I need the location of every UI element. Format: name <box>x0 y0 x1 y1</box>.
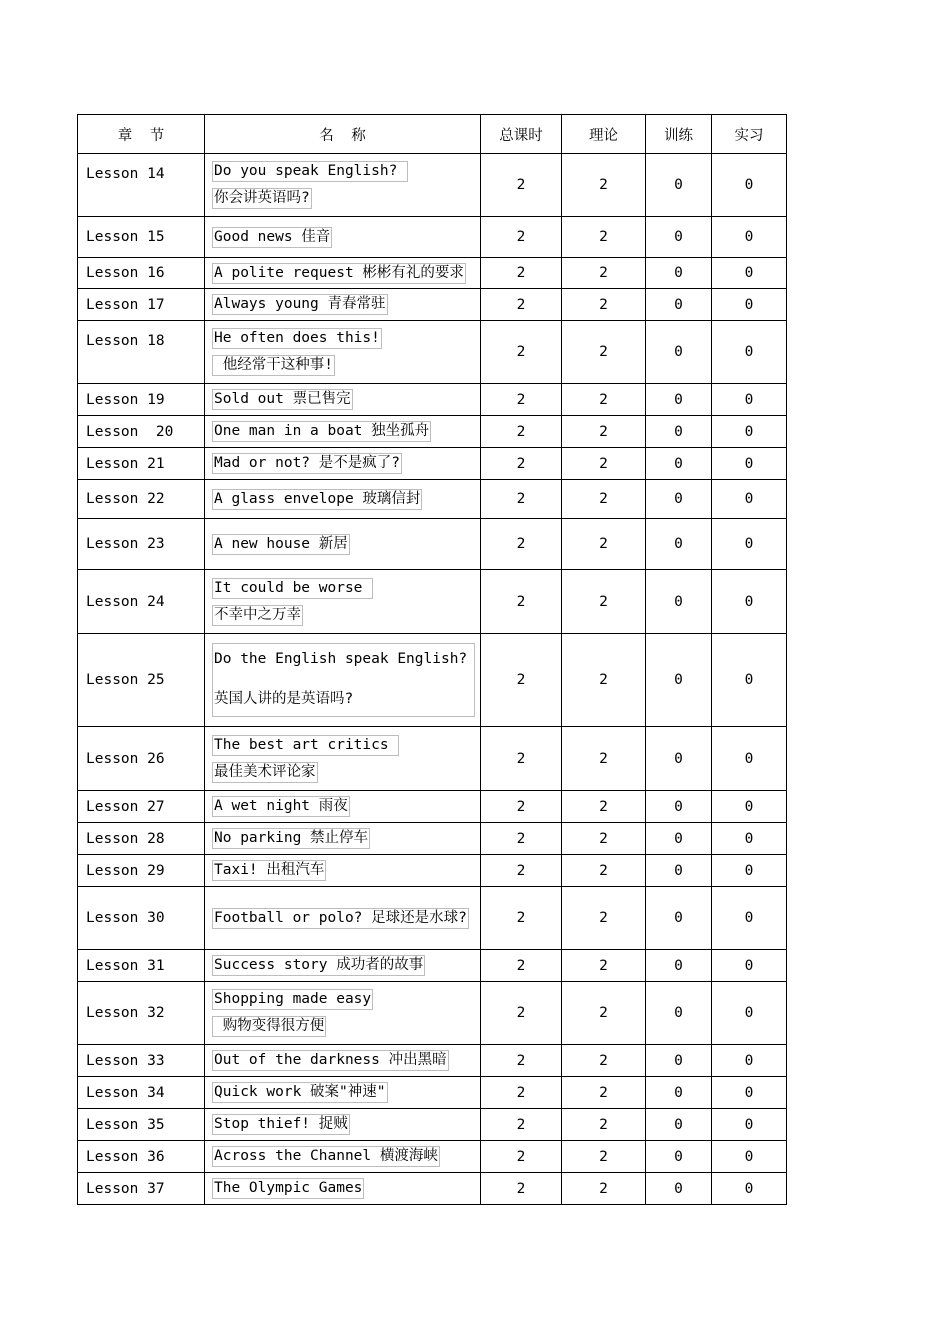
training-cell: 0 <box>646 1141 712 1173</box>
lesson-cell: Lesson 16 <box>78 258 205 289</box>
header-total-hours: 总课时 <box>481 115 562 154</box>
total-cell: 2 <box>481 634 562 727</box>
training-cell: 0 <box>646 384 712 416</box>
theory-cell: 2 <box>562 519 646 570</box>
title-line: Across the Channel 横渡海峡 <box>212 1146 440 1167</box>
title-cell <box>205 823 481 855</box>
lesson-cell: Lesson 24 <box>78 570 205 634</box>
theory-cell: 2 <box>562 887 646 950</box>
total-cell: 2 <box>481 416 562 448</box>
title-line: It could be worse <box>212 578 373 599</box>
total-cell: 2 <box>481 258 562 289</box>
lesson-cell: Lesson 31 <box>78 950 205 982</box>
total-cell: 2 <box>481 570 562 634</box>
title-cell <box>205 1141 481 1173</box>
table-row <box>78 791 787 823</box>
title-cell <box>205 519 481 570</box>
total-cell: 2 <box>481 1109 562 1141</box>
practice-cell: 0 <box>712 321 787 384</box>
table-row <box>78 1109 787 1141</box>
title-cell <box>205 448 481 480</box>
table-row <box>78 519 787 570</box>
theory-cell: 2 <box>562 416 646 448</box>
training-cell: 0 <box>646 1173 712 1205</box>
practice-cell: 0 <box>712 1077 787 1109</box>
theory-cell: 2 <box>562 855 646 887</box>
title-line: 最佳美术评论家 <box>212 762 318 783</box>
title-cell <box>205 855 481 887</box>
table-row <box>78 416 787 448</box>
practice-cell: 0 <box>712 384 787 416</box>
table-row <box>78 823 787 855</box>
title-line: Good news 佳音 <box>212 227 332 248</box>
practice-cell: 0 <box>712 258 787 289</box>
header-name: 名 称 <box>205 115 481 154</box>
title-line: Sold out 票已售完 <box>212 389 353 410</box>
title-line: 购物变得很方便 <box>212 1016 326 1037</box>
theory-cell: 2 <box>562 727 646 791</box>
theory-cell: 2 <box>562 982 646 1045</box>
practice-cell: 0 <box>712 519 787 570</box>
lesson-cell: Lesson 35 <box>78 1109 205 1141</box>
total-cell: 2 <box>481 1141 562 1173</box>
title-line: A new house 新居 <box>212 534 350 555</box>
training-cell: 0 <box>646 480 712 519</box>
theory-cell: 2 <box>562 791 646 823</box>
total-cell: 2 <box>481 448 562 480</box>
title-line: Taxi! 出租汽车 <box>212 860 326 881</box>
lesson-cell: Lesson 32 <box>78 982 205 1045</box>
table-row <box>78 950 787 982</box>
training-cell: 0 <box>646 855 712 887</box>
lesson-cell: Lesson 22 <box>78 480 205 519</box>
title-cell <box>205 480 481 519</box>
theory-cell: 2 <box>562 384 646 416</box>
title-line: A glass envelope 玻璃信封 <box>212 489 422 510</box>
theory-cell: 2 <box>562 154 646 217</box>
training-cell: 0 <box>646 634 712 727</box>
title-cell <box>205 289 481 321</box>
lesson-cell: Lesson 28 <box>78 823 205 855</box>
lesson-cell: Lesson 19 <box>78 384 205 416</box>
table-row <box>78 1141 787 1173</box>
total-cell: 2 <box>481 887 562 950</box>
title-line: 不幸中之万幸 <box>212 605 303 626</box>
title-line: The Olympic Games <box>212 1178 364 1199</box>
title-cell <box>205 982 481 1045</box>
lesson-cell: Lesson 21 <box>78 448 205 480</box>
practice-cell: 0 <box>712 416 787 448</box>
practice-cell: 0 <box>712 887 787 950</box>
practice-cell: 0 <box>712 823 787 855</box>
title-cell <box>205 570 481 634</box>
title-line: Stop thief! 捉贼 <box>212 1114 350 1135</box>
header-chapter: 章 节 <box>78 115 205 154</box>
table-row <box>78 634 787 727</box>
theory-cell: 2 <box>562 1141 646 1173</box>
training-cell: 0 <box>646 289 712 321</box>
total-cell: 2 <box>481 154 562 217</box>
title-line: 英国人讲的是英语吗? <box>214 691 354 707</box>
table-body <box>78 154 787 1205</box>
table-row <box>78 321 787 384</box>
theory-cell: 2 <box>562 480 646 519</box>
title-line: Always young 青春常驻 <box>212 294 388 315</box>
total-cell: 2 <box>481 1173 562 1205</box>
theory-cell: 2 <box>562 448 646 480</box>
lesson-cell: Lesson 34 <box>78 1077 205 1109</box>
theory-cell: 2 <box>562 570 646 634</box>
title-cell <box>205 1045 481 1077</box>
title-cell <box>205 321 481 384</box>
table-row <box>78 448 787 480</box>
total-cell: 2 <box>481 791 562 823</box>
title-line: A wet night 雨夜 <box>212 796 350 817</box>
total-cell: 2 <box>481 480 562 519</box>
table-row <box>78 887 787 950</box>
training-cell: 0 <box>646 258 712 289</box>
table-row <box>78 384 787 416</box>
total-cell: 2 <box>481 950 562 982</box>
table-row <box>78 1173 787 1205</box>
training-cell: 0 <box>646 570 712 634</box>
title-cell <box>205 887 481 950</box>
lesson-cell: Lesson 26 <box>78 727 205 791</box>
title-cell <box>205 634 481 727</box>
practice-cell: 0 <box>712 1109 787 1141</box>
training-cell: 0 <box>646 791 712 823</box>
title-line: Success story 成功者的故事 <box>212 955 425 976</box>
training-cell: 0 <box>646 950 712 982</box>
title-line: 你会讲英语吗? <box>212 188 312 209</box>
lesson-cell: Lesson 29 <box>78 855 205 887</box>
table-row <box>78 480 787 519</box>
title-line: Football or polo? 足球还是水球? <box>212 908 469 929</box>
table-row <box>78 1077 787 1109</box>
total-cell: 2 <box>481 217 562 258</box>
total-cell: 2 <box>481 289 562 321</box>
title-box <box>212 643 475 717</box>
title-line: Out of the darkness 冲出黑暗 <box>212 1050 449 1071</box>
title-cell <box>205 1173 481 1205</box>
training-cell: 0 <box>646 1077 712 1109</box>
total-cell: 2 <box>481 519 562 570</box>
practice-cell: 0 <box>712 448 787 480</box>
title-line: Mad or not? 是不是疯了? <box>212 453 402 474</box>
title-cell <box>205 727 481 791</box>
title-line: He often does this! <box>212 328 382 349</box>
table-row <box>78 217 787 258</box>
lesson-cell: Lesson 18 <box>78 321 205 384</box>
practice-cell: 0 <box>712 1173 787 1205</box>
title-cell <box>205 1077 481 1109</box>
title-line: A polite request 彬彬有礼的要求 <box>212 263 466 284</box>
table-row <box>78 289 787 321</box>
title-line: The best art critics <box>212 735 399 756</box>
training-cell: 0 <box>646 519 712 570</box>
practice-cell: 0 <box>712 217 787 258</box>
table-row <box>78 154 787 217</box>
practice-cell: 0 <box>712 855 787 887</box>
practice-cell: 0 <box>712 791 787 823</box>
theory-cell: 2 <box>562 1109 646 1141</box>
practice-cell: 0 <box>712 634 787 727</box>
training-cell: 0 <box>646 1045 712 1077</box>
total-cell: 2 <box>481 384 562 416</box>
practice-cell: 0 <box>712 1045 787 1077</box>
table-row <box>78 855 787 887</box>
theory-cell: 2 <box>562 217 646 258</box>
theory-cell: 2 <box>562 289 646 321</box>
title-cell <box>205 217 481 258</box>
training-cell: 0 <box>646 217 712 258</box>
lesson-cell: Lesson 37 <box>78 1173 205 1205</box>
practice-cell: 0 <box>712 1141 787 1173</box>
total-cell: 2 <box>481 855 562 887</box>
title-cell <box>205 950 481 982</box>
practice-cell: 0 <box>712 982 787 1045</box>
practice-cell: 0 <box>712 950 787 982</box>
title-line: No parking 禁止停车 <box>212 828 370 849</box>
title-cell <box>205 154 481 217</box>
total-cell: 2 <box>481 1077 562 1109</box>
training-cell: 0 <box>646 982 712 1045</box>
title-cell <box>205 416 481 448</box>
header-training: 训练 <box>646 115 712 154</box>
table-row <box>78 727 787 791</box>
practice-cell: 0 <box>712 154 787 217</box>
title-cell <box>205 791 481 823</box>
practice-cell: 0 <box>712 570 787 634</box>
header-practice: 实习 <box>712 115 787 154</box>
total-cell: 2 <box>481 823 562 855</box>
lesson-cell: Lesson 36 <box>78 1141 205 1173</box>
lesson-cell: Lesson 25 <box>78 634 205 727</box>
title-cell <box>205 1109 481 1141</box>
training-cell: 0 <box>646 887 712 950</box>
training-cell: 0 <box>646 823 712 855</box>
practice-cell: 0 <box>712 727 787 791</box>
theory-cell: 2 <box>562 321 646 384</box>
lesson-cell: Lesson 17 <box>78 289 205 321</box>
training-cell: 0 <box>646 321 712 384</box>
table-row <box>78 258 787 289</box>
theory-cell: 2 <box>562 1077 646 1109</box>
lesson-cell: Lesson 14 <box>78 154 205 217</box>
lesson-cell: Lesson 23 <box>78 519 205 570</box>
total-cell: 2 <box>481 1045 562 1077</box>
lesson-cell: Lesson 15 <box>78 217 205 258</box>
lesson-schedule-table <box>77 114 787 1205</box>
title-line: 他经常干这种事! <box>212 355 335 376</box>
title-line: Do you speak English? <box>212 161 408 182</box>
training-cell: 0 <box>646 1109 712 1141</box>
header-row <box>78 115 787 154</box>
lesson-cell: Lesson 20 <box>78 416 205 448</box>
title-line: Shopping made easy <box>212 989 373 1010</box>
header-theory: 理论 <box>562 115 646 154</box>
title-cell <box>205 384 481 416</box>
title-line: Do the English speak English? <box>214 651 468 667</box>
theory-cell: 2 <box>562 823 646 855</box>
table-row <box>78 982 787 1045</box>
lesson-cell: Lesson 30 <box>78 887 205 950</box>
table-row <box>78 1045 787 1077</box>
practice-cell: 0 <box>712 480 787 519</box>
theory-cell: 2 <box>562 258 646 289</box>
training-cell: 0 <box>646 448 712 480</box>
lesson-cell: Lesson 33 <box>78 1045 205 1077</box>
training-cell: 0 <box>646 154 712 217</box>
title-cell <box>205 258 481 289</box>
total-cell: 2 <box>481 321 562 384</box>
theory-cell: 2 <box>562 950 646 982</box>
title-line: Quick work 破案"神速" <box>212 1082 388 1103</box>
training-cell: 0 <box>646 727 712 791</box>
total-cell: 2 <box>481 727 562 791</box>
theory-cell: 2 <box>562 1045 646 1077</box>
title-line: One man in a boat 独坐孤舟 <box>212 421 431 442</box>
lesson-cell: Lesson 27 <box>78 791 205 823</box>
total-cell: 2 <box>481 982 562 1045</box>
practice-cell: 0 <box>712 289 787 321</box>
training-cell: 0 <box>646 416 712 448</box>
theory-cell: 2 <box>562 1173 646 1205</box>
table-row <box>78 570 787 634</box>
theory-cell: 2 <box>562 634 646 727</box>
